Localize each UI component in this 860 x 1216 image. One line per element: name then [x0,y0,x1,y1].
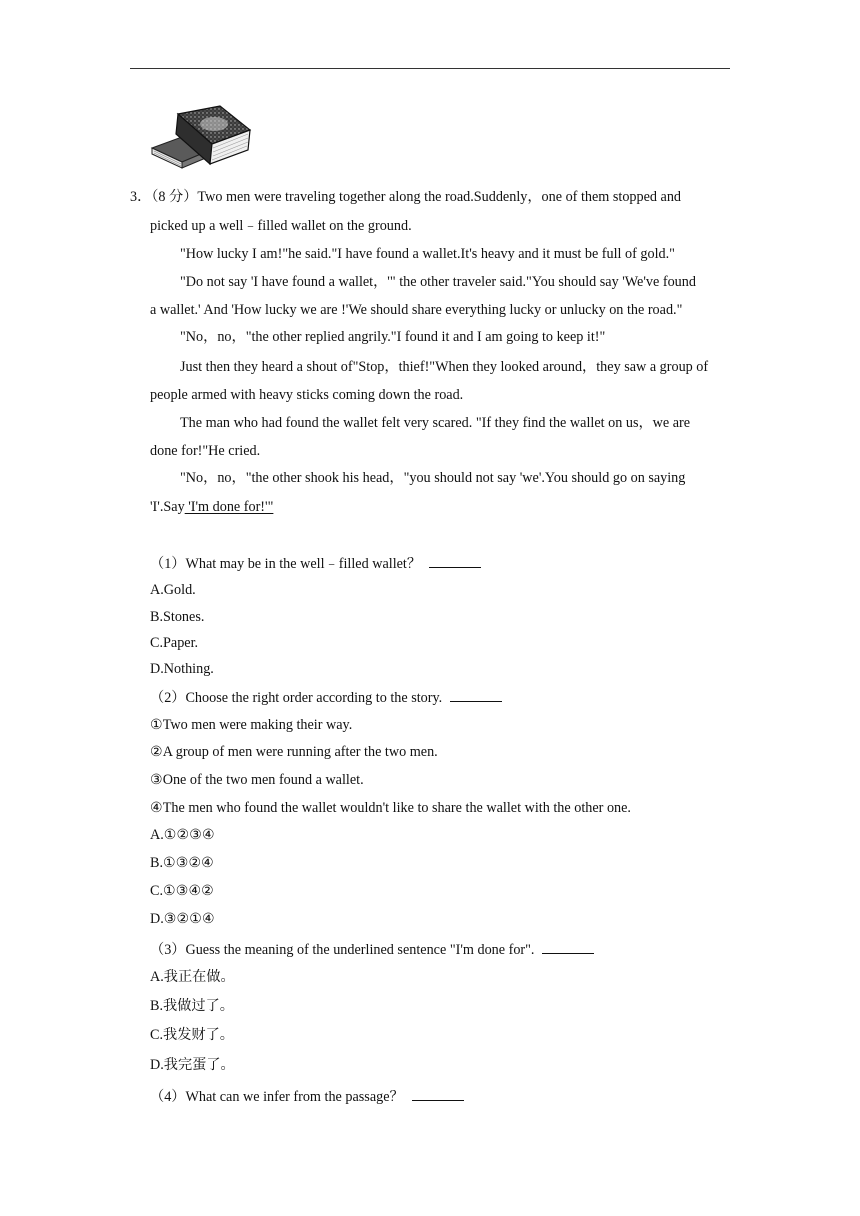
answer-blank[interactable] [429,553,481,568]
passage-line: "No，no，"the other shook his head，"you should not say 'we'.You should go on saying [180,470,686,486]
option: A.Gold. [150,582,196,598]
sub-question-stem: （4）What can we infer from the passage？ [150,1089,404,1105]
sub-question-3 [150,939,594,959]
passage-line: "How lucky I am!"he said."I have found a wallet.It's heavy and it must be full of gold." [180,246,675,262]
answer-blank[interactable] [450,687,502,702]
passage-line: Two men were traveling together along the road.Suddenly，one of them stopped and [197,189,682,205]
event-item: ①Two men were making their way. [150,717,353,733]
option: C.①③④② [150,883,214,899]
option: D.③②①④ [150,911,215,927]
option: A.①②③④ [150,827,215,843]
sub-question-stem: （2）Choose the right order according to the story. [150,690,443,706]
event-item: ②A group of men were running after the two men. [150,744,438,760]
option: B.①③②④ [150,855,214,871]
option: B.Stones. [150,609,205,625]
passage-line: The man who had found the wallet felt very scared. "If they find the wallet on us，we are [180,415,691,431]
passage-line: "No，no，"the other replied angrily."I found it and I am going to keep it!" [180,329,606,345]
option: B.我做过了。 [150,998,234,1014]
sub-question-stem: （1）What may be in the well﹣filled wallet？ [150,556,422,572]
passage-line: a wallet.' And 'How lucky we are !'We should share everything lucky or unlucky on the road." [150,302,683,318]
sub-question-1 [150,553,481,573]
option: A.我正在做。 [150,969,235,985]
header-rule [130,68,730,69]
answer-blank[interactable] [542,939,594,954]
passage-text: 'I'.Say [150,499,185,515]
event-item: ③One of the two men found a wallet. [150,772,364,788]
question-number: 3． [130,189,152,205]
event-item: ④The men who found the wallet wouldn't like to share the wallet with the other one. [150,800,631,816]
option: C.Paper. [150,635,199,651]
passage-line: "Do not say 'I have found a wallet，'" the other traveler said."You should say 'We've found [180,274,696,290]
passage-line: done for!"He cried. [150,443,261,459]
option: D.我完蛋了。 [150,1057,235,1073]
option: C.我发财了。 [150,1027,234,1043]
sub-question-stem: （3）Guess the meaning of the underlined sentence "I'm done for". [150,942,535,958]
books-illustration-icon [150,104,256,174]
passage-line-last [150,498,273,516]
answer-blank[interactable] [412,1086,464,1101]
question-first-line [130,188,681,206]
passage-line: picked up a well﹣filled wallet on the ground. [150,218,412,234]
sub-question-4 [150,1086,464,1106]
passage-line: people armed with heavy sticks coming down the road. [150,387,464,403]
sub-question-2 [150,687,502,707]
passage-line: Just then they heard a shout of"Stop，thief!"When they looked around，they saw a group of [180,359,709,375]
question-score: （8 分） [151,189,198,205]
underlined-sentence: 'I'm done for!'" [184,499,274,515]
option: D.Nothing. [150,661,214,677]
